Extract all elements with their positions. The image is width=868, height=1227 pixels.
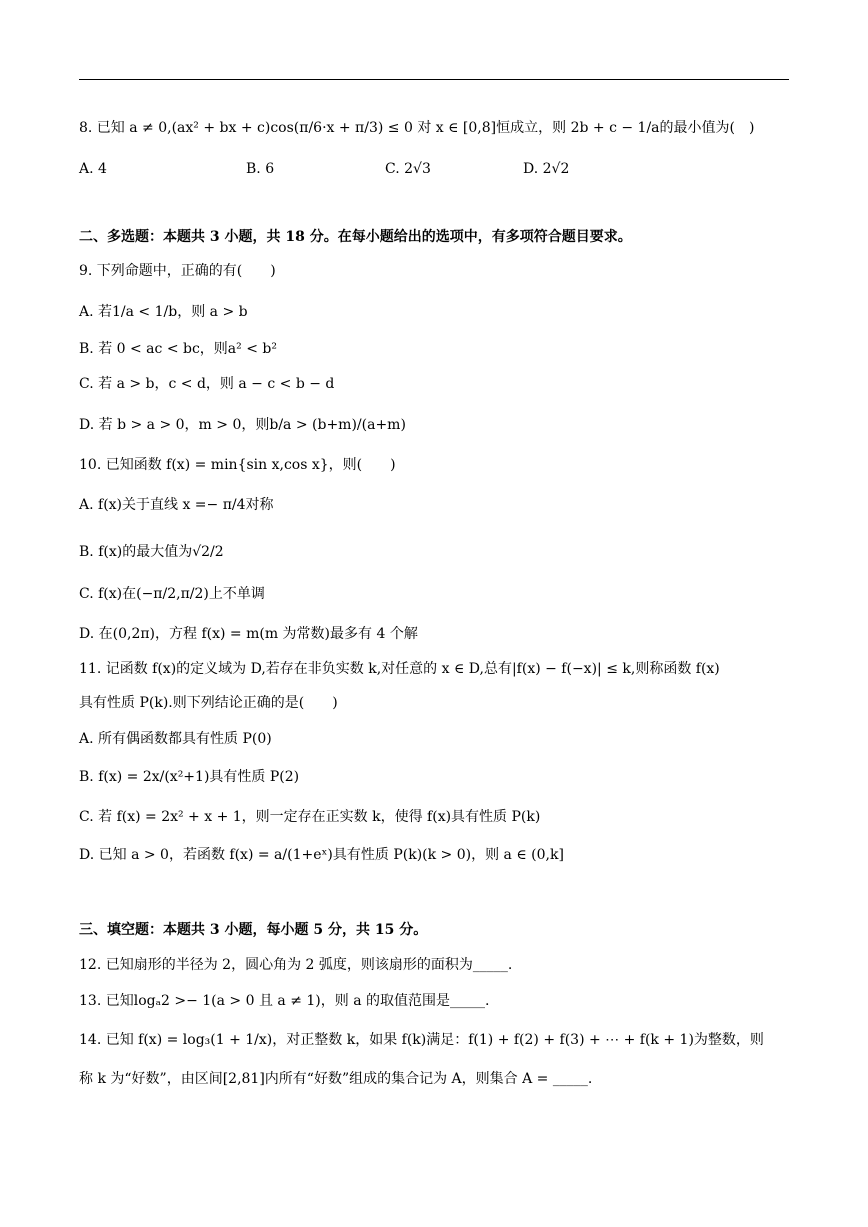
q14-line1: 14. 已知 f(x) = log₃(1 + 1/x)，对正整数 k，如果 f(k)满足：f(1) + f(2) + f(3) + ⋯ + f(k + 1)为整数，则 — [79, 1032, 764, 1048]
q8-option-d: D. 2√2 — [523, 161, 570, 177]
section-2-heading: 二、多选题：本题共 3 小题，共 18 分。在每小题给出的选项中，有多项符合题目要求。 — [79, 229, 632, 245]
q9-stem: 9. 下列命题中，正确的有( ) — [79, 263, 276, 279]
q9-option-a: A. 若1/a < 1/b，则 a > b — [79, 304, 248, 320]
q10-stem: 10. 已知函数 f(x) = min{sin x,cos x}，则( ) — [79, 457, 396, 473]
q11-option-b: B. f(x) = 2x/(x²+1)具有性质 P(2) — [79, 769, 300, 785]
q10-option-d: D. 在(0,2π)，方程 f(x) = m(m 为常数)最多有 4 个解 — [79, 626, 418, 642]
q8-option-b: B. 6 — [246, 161, 275, 177]
q11-stem-line1: 11. 记函数 f(x)的定义域为 D,若存在非负实数 k,对任意的 x ∈ D,总有|f(x) − f(−x)| ≤ k,则称函数 f(x) — [79, 661, 720, 677]
q11-stem-line2: 具有性质 P(k).则下列结论正确的是( ) — [79, 695, 338, 711]
q11-option-d: D. 已知 a > 0，若函数 f(x) = a/(1+eˣ)具有性质 P(k)(k > 0)，则 a ∈ (0,k] — [79, 847, 564, 863]
q11-option-c: C. 若 f(x) = 2x² + x + 1，则一定存在正实数 k，使得 f(x)具有性质 P(k) — [79, 809, 541, 825]
q8-option-c: C. 2√3 — [385, 161, 431, 177]
q10-option-b: B. f(x)的最大值为√2/2 — [79, 544, 224, 560]
q13-text: 13. 已知logₐ2 >− 1(a > 0 且 a ≠ 1)，则 a 的取值范围是_____. — [79, 993, 490, 1009]
header-rule — [79, 79, 789, 80]
q8-stem: 8. 已知 a ≠ 0,(ax² + bx + c)cos(π/6·x + π/3) ≤ 0 对 x ∈ [0,8]恒成立，则 2b + c − 1/a的最小值为( ) — [79, 120, 755, 136]
q9-option-b: B. 若 0 < ac < bc，则a² < b² — [79, 341, 277, 357]
q11-option-a: A. 所有偶函数都具有性质 P(0) — [79, 731, 272, 747]
q9-option-d: D. 若 b > a > 0，m > 0，则b/a > (b+m)/(a+m) — [79, 417, 406, 433]
q14-line2: 称 k 为“好数”，由区间[2,81]内所有“好数”组成的集合记为 A，则集合 A = _____. — [79, 1071, 593, 1087]
q9-option-c: C. 若 a > b，c < d，则 a − c < b − d — [79, 376, 335, 392]
q8-option-a: A. 4 — [79, 161, 107, 177]
q10-option-c: C. f(x)在(−π/2,π/2)上不单调 — [79, 586, 265, 602]
section-3-heading: 三、填空题：本题共 3 小题，每小题 5 分，共 15 分。 — [79, 922, 428, 938]
q12-text: 12. 已知扇形的半径为 2，圆心角为 2 弧度，则该扇形的面积为_____. — [79, 957, 513, 973]
q10-option-a: A. f(x)关于直线 x =− π/4对称 — [79, 497, 274, 513]
